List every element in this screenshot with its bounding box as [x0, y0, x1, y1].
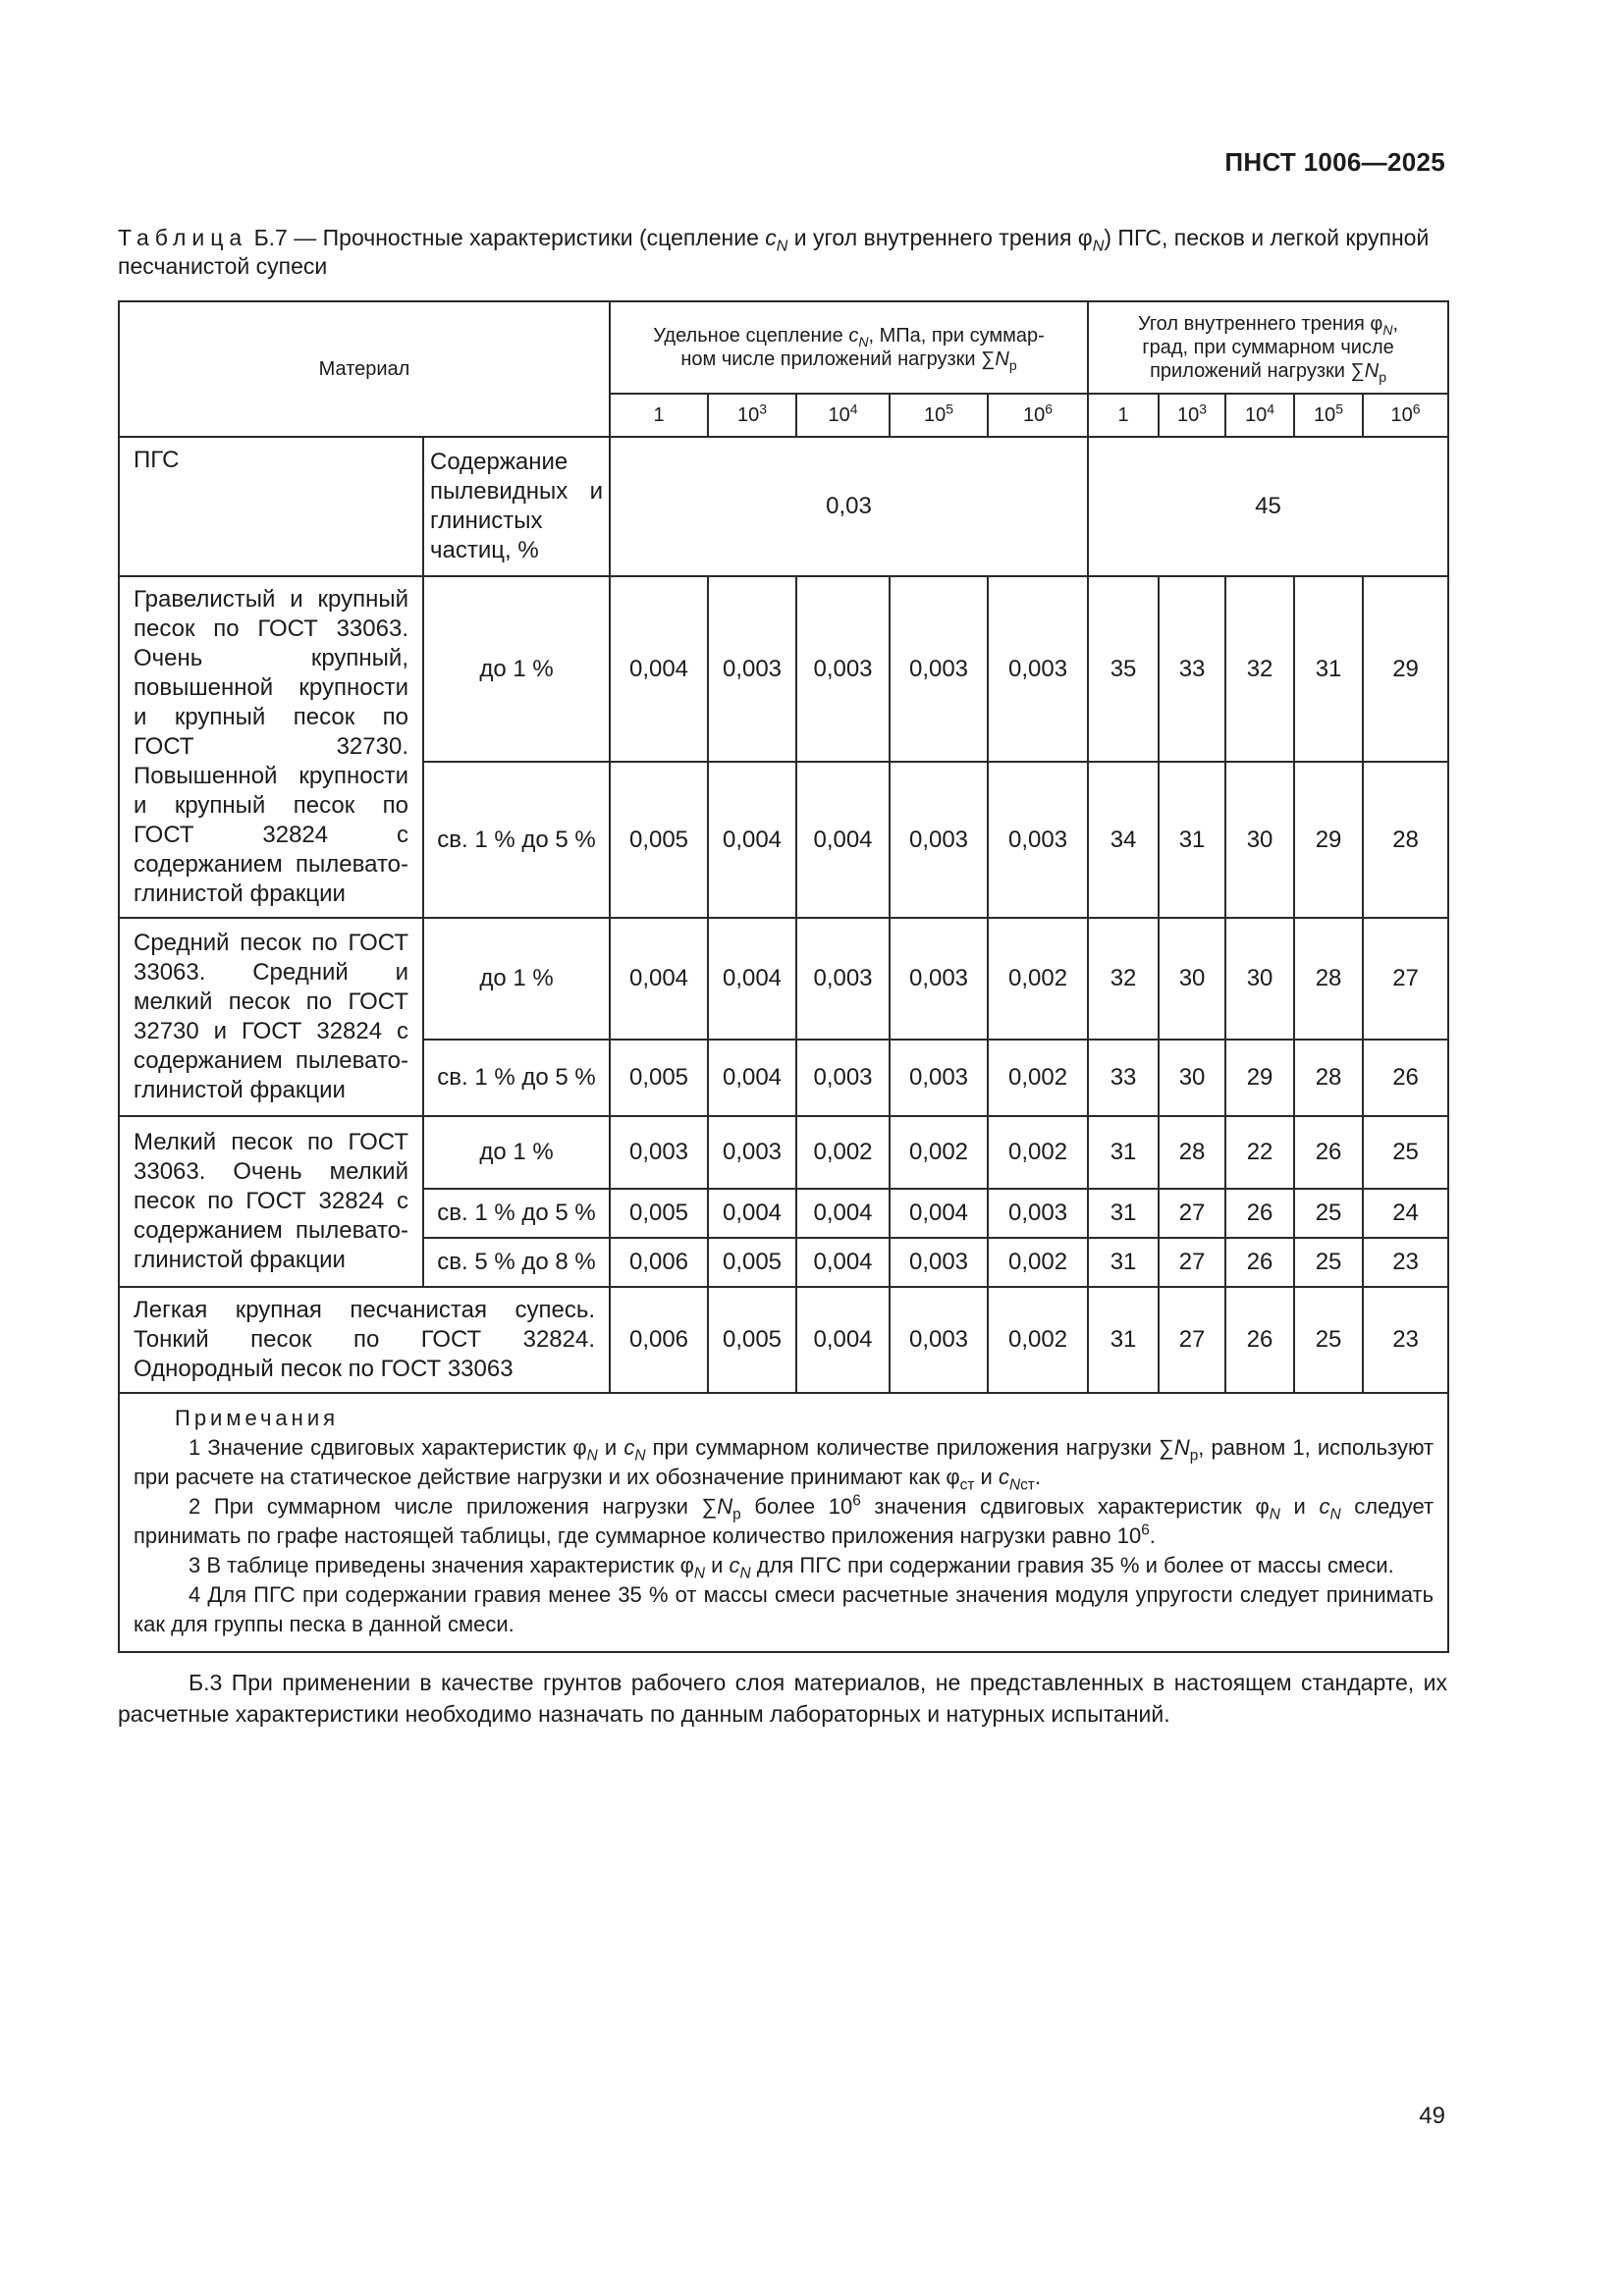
content-cell: св. 1 % до 5 % [423, 1189, 610, 1238]
friction-value: 29 [1363, 576, 1448, 762]
content-cell: до 1 % [423, 576, 610, 762]
friction-value: 27 [1363, 918, 1448, 1040]
notes-cell [119, 1393, 1448, 1652]
pgs-dust-label: Содержание пылевидных и глинистых частиц, % [423, 437, 610, 576]
cohesion-value: 0,004 [890, 1189, 988, 1238]
cohesion-header: Удельное сцепление $c_N$, МПа, при суммар- ном числе приложений нагрузки $\sum N_р$ [610, 301, 1088, 394]
table-row [119, 576, 1448, 762]
cohesion-value: 0,006 [610, 1238, 708, 1287]
cohesion-value: 0,002 [890, 1116, 988, 1189]
material-cell: Гравелистый и крупный песок по ГОСТ 33063. Очень крупный, повышенной крупности и крупный песок по ГОСТ 32730. Повышенной крупности и крупный песок по ГОСТ 32824 с содержанием пылевато-глинистой фракции [119, 576, 423, 918]
table-body [119, 301, 1448, 1652]
friction-value: 25 [1294, 1189, 1363, 1238]
friction-value: 32 [1225, 576, 1294, 762]
cohesion-value: 0,003 [988, 762, 1088, 918]
content-cell: до 1 % [423, 918, 610, 1040]
friction-value: 28 [1294, 1040, 1363, 1116]
friction-value: 35 [1088, 576, 1159, 762]
friction-value: 25 [1294, 1287, 1363, 1393]
friction-value: 30 [1225, 918, 1294, 1040]
cohesion-value: 0,006 [610, 1287, 708, 1393]
friction-value: 31 [1088, 1287, 1159, 1393]
table-row [119, 1116, 1448, 1189]
document-id: ПНСТ 1006—2025 [1224, 147, 1445, 177]
cohesion-value: 0,003 [890, 1040, 988, 1116]
cohesion-value: 0,003 [796, 1040, 890, 1116]
friction-value: 23 [1363, 1238, 1448, 1287]
friction-value: 27 [1159, 1287, 1225, 1393]
material-header: Материал [119, 301, 610, 437]
cohesion-value: 0,003 [708, 1116, 796, 1189]
friction-value: 31 [1294, 576, 1363, 762]
cohesion-value: 0,004 [796, 1238, 890, 1287]
friction-value: 26 [1225, 1238, 1294, 1287]
friction-col-header: $10^3$ [1159, 394, 1225, 437]
cohesion-value: 0,003 [988, 576, 1088, 762]
friction-value: 25 [1294, 1238, 1363, 1287]
page-number: 49 [1419, 2103, 1445, 2129]
friction-value: 26 [1294, 1116, 1363, 1189]
friction-value: 31 [1088, 1116, 1159, 1189]
header-row-1 [119, 301, 1448, 394]
cohesion-value: 0,003 [796, 576, 890, 762]
friction-col-header: $10^4$ [1225, 394, 1294, 437]
pgs-cohesion-value: 0,03 [610, 437, 1088, 576]
cohesion-value: 0,003 [890, 918, 988, 1040]
material-cell: Мелкий песок по ГОСТ 33063. Очень мелкий песок по ГОСТ 32824 с содержанием пылевато-глинистой фракции [119, 1116, 423, 1287]
friction-value: 33 [1159, 576, 1225, 762]
friction-value: 28 [1159, 1116, 1225, 1189]
friction-value: 26 [1225, 1189, 1294, 1238]
friction-value: 33 [1088, 1040, 1159, 1116]
note-item: 3 В таблице приведены значения характеристик $\varphi_N$ и $c_N$ для ПГС при содержании гравия 35 % и более от массы смеси. [189, 1553, 1394, 1582]
caption-text: Б.7 — Прочностные характеристики (сцепление $c_N$ и угол внутреннего трения $\varphi_N$) ПГС, песков и легкой крупной песчанистой супеси [118, 225, 1430, 279]
friction-value: 24 [1363, 1189, 1448, 1238]
cohesion-value: 0,003 [610, 1116, 708, 1189]
friction-col-header: $10^6$ [1363, 394, 1448, 437]
friction-value: 31 [1159, 762, 1225, 918]
cohesion-value: 0,003 [988, 1189, 1088, 1238]
cohesion-value: 0,005 [708, 1287, 796, 1393]
cohesion-value: 0,003 [890, 576, 988, 762]
cohesion-value: 0,002 [988, 1040, 1088, 1116]
cohesion-value: 0,002 [796, 1116, 890, 1189]
material-cell: Средний песок по ГОСТ 33063. Средний и мелкий песок по ГОСТ 32730 и ГОСТ 32824 с содержанием пылевато-глинистой фракции [119, 918, 423, 1116]
cohesion-value: 0,003 [708, 576, 796, 762]
table-row [119, 918, 1448, 1040]
friction-value: 30 [1159, 918, 1225, 1040]
friction-value: 28 [1363, 762, 1448, 918]
friction-value: 30 [1225, 762, 1294, 918]
cohesion-value: 0,004 [708, 918, 796, 1040]
friction-value: 28 [1294, 918, 1363, 1040]
friction-value: 25 [1363, 1116, 1448, 1189]
pgs-material: ПГС [119, 437, 423, 576]
friction-value: 26 [1225, 1287, 1294, 1393]
pgs-row [119, 437, 1448, 576]
cohesion-value: 0,002 [988, 918, 1088, 1040]
pgs-friction-value: 45 [1088, 437, 1448, 576]
friction-col-header: 1 [1088, 394, 1159, 437]
cohesion-col-header: $10^5$ [890, 394, 988, 437]
friction-value: 30 [1159, 1040, 1225, 1116]
friction-value: 31 [1088, 1238, 1159, 1287]
friction-value: 23 [1363, 1287, 1448, 1393]
notes-row [119, 1393, 1448, 1652]
cohesion-value: 0,002 [988, 1238, 1088, 1287]
table-row-sandy-loam [119, 1287, 1448, 1393]
cohesion-value: 0,004 [610, 918, 708, 1040]
material-cell: Легкая крупная песчанистая супесь. Тонкий песок по ГОСТ 32824. Однородный песок по ГОСТ 33063 [119, 1287, 610, 1393]
content-cell: св. 1 % до 5 % [423, 762, 610, 918]
cohesion-col-header: $10^6$ [988, 394, 1088, 437]
friction-value: 22 [1225, 1116, 1294, 1189]
friction-value: 26 [1363, 1040, 1448, 1116]
cohesion-value: 0,004 [796, 1189, 890, 1238]
friction-value: 31 [1088, 1189, 1159, 1238]
note-item: 2 При суммарном числе приложения нагрузки $\sum N_р$ более $10^6$ значения сдвиговых характеристик $\varphi_N$ и $c_N$ следует принимать по графе настоящей таблицы, где суммарное количество приложения нагрузки равно $10^6$. [134, 1492, 1435, 1548]
cohesion-value: 0,004 [796, 1287, 890, 1393]
note-item: 4 Для ПГС при содержании гравия менее 35 % от массы смеси расчетные значения модуля упругости следует принимать как для группы песка в данной смеси. [134, 1582, 1435, 1636]
cohesion-col-header: $10^3$ [708, 394, 796, 437]
friction-col-header: $10^5$ [1294, 394, 1363, 437]
friction-value: 29 [1294, 762, 1363, 918]
strength-table [118, 300, 1449, 1653]
paragraph-b3: Б.3 При применении в качестве грунтов рабочего слоя материалов, не представленных в настоящем стандарте, их расчетные характеристики необходимо назначать по данным лабораторных и натурных испытаний. [118, 1670, 1447, 1727]
cohesion-value: 0,004 [708, 1189, 796, 1238]
content-cell: св. 1 % до 5 % [423, 1040, 610, 1116]
cohesion-value: 0,003 [890, 1238, 988, 1287]
cohesion-value: 0,004 [708, 1040, 796, 1116]
cohesion-value: 0,005 [610, 1040, 708, 1116]
caption-label: Таблица [118, 225, 248, 250]
content-cell: св. 5 % до 8 % [423, 1238, 610, 1287]
friction-value: 29 [1225, 1040, 1294, 1116]
cohesion-value: 0,004 [708, 762, 796, 918]
cohesion-value: 0,002 [988, 1116, 1088, 1189]
cohesion-value: 0,004 [610, 576, 708, 762]
cohesion-value: 0,005 [610, 762, 708, 918]
cohesion-value: 0,003 [890, 1287, 988, 1393]
strength-table-wrapper [118, 300, 1447, 1653]
friction-value: 27 [1159, 1238, 1225, 1287]
friction-value: 34 [1088, 762, 1159, 918]
cohesion-col-header: 1 [610, 394, 708, 437]
cohesion-col-header: $10^4$ [796, 394, 890, 437]
friction-value: 32 [1088, 918, 1159, 1040]
friction-header: Угол внутреннего трения $\varphi_N$, град, при суммарном числе приложений нагрузки $\sum N_р$ [1088, 301, 1448, 394]
note-item: 1 Значение сдвиговых характеристик $\varphi_N$ и $c_N$ при суммарном количестве приложения нагрузки $\sum N_р$, равном 1, используют при расчете на статическое действие нагрузки и их обозначение принимают как $\varphi_{ст}$ и $c_{Nст}$. [134, 1435, 1435, 1494]
content-cell: до 1 % [423, 1116, 610, 1189]
cohesion-value: 0,002 [988, 1287, 1088, 1393]
cohesion-value: 0,003 [796, 918, 890, 1040]
cohesion-value: 0,003 [890, 762, 988, 918]
cohesion-value: 0,005 [610, 1189, 708, 1238]
cohesion-value: 0,004 [796, 762, 890, 918]
friction-value: 27 [1159, 1189, 1225, 1238]
cohesion-value: 0,005 [708, 1238, 796, 1287]
notes-title: Примечания [175, 1406, 340, 1430]
table-caption [118, 224, 1447, 281]
